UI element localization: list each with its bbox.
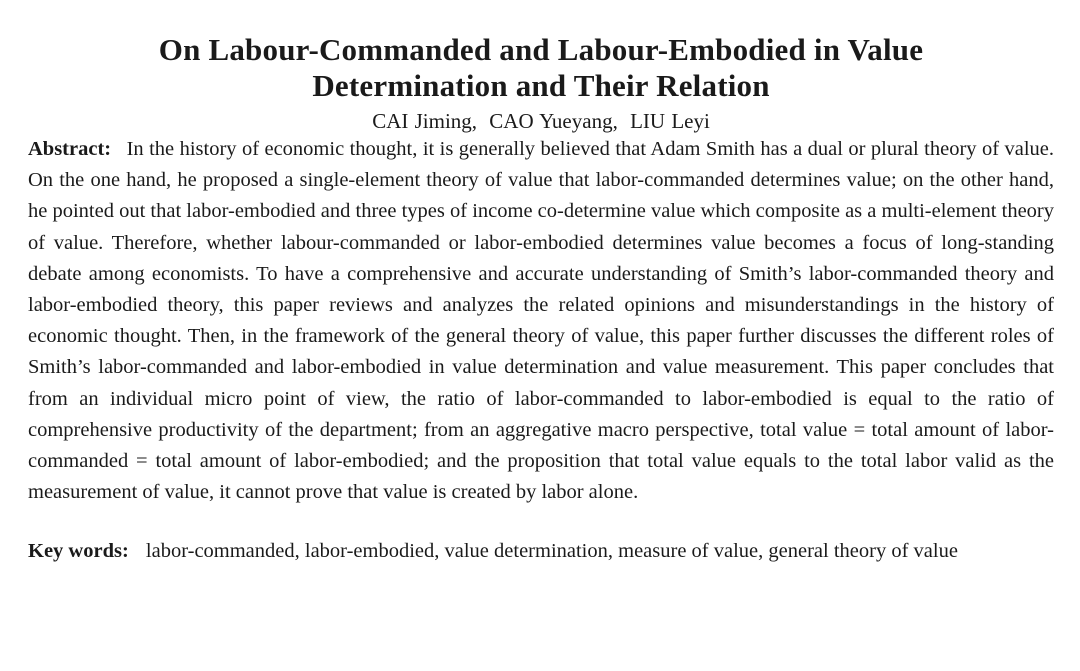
- author-name: LIU Leyi: [630, 109, 710, 133]
- keywords-section: [28, 537, 1054, 565]
- paper-title: [28, 32, 1054, 104]
- paper-title-line-2: Determination and Their Relation: [312, 68, 770, 103]
- paper-title-line-1: On Labour-Commanded and Labour-Embodied in Value: [158, 32, 924, 67]
- author-list: [28, 108, 1054, 134]
- author-name: CAO Yueyang,: [489, 109, 618, 133]
- paper-page: [28, 32, 1054, 565]
- keywords-label: Key words:: [28, 540, 129, 563]
- keywords-text: labor-commanded, labor-embodied, value determination, measure of value, general theory of value: [145, 540, 958, 563]
- abstract-section: [28, 134, 1054, 508]
- abstract-text: In the history of economic thought, it is generally believed that Adam Smith has a dual or plural theory of value. On the one hand, he proposed a single-element theory of value that labor-commanded determines value; on the other hand, he pointed out that labor-embodied and three types of income co-determine value which composite as a multi-element theory of value. Therefore, whether labour-commanded or labor-embodied determines value becomes a focus of long-standing debate among economists. To have a comprehensive and accurate understanding of Smith’s labor-commanded theory and labor-embodied theory, this paper reviews and analyzes the related opinions and misunderstandings in the history of economic thought. Then, in the framework of the general theory of value, this paper further discusses the different roles of Smith’s labor-commanded and labor-embodied in value determination and value measurement. This paper concludes that from an individual micro point of view, the ratio of labor-commanded to labor-embodied is equal to the ratio of comprehensive productivity of the department; from an aggregative macro perspective, total value = total amount of labor-commanded = total amount of labor-embodied; and the proposition that total value equals to the total labor valid as the measurement of value, it cannot prove that value is created by labor alone.: [28, 138, 1055, 504]
- author-name: CAI Jiming,: [372, 109, 478, 133]
- abstract-label: Abstract:: [28, 138, 112, 160]
